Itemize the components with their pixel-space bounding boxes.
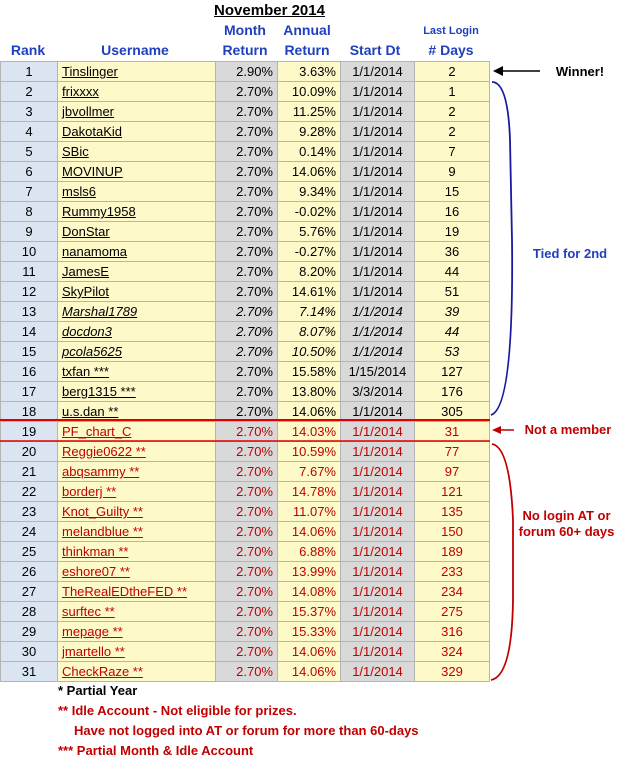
annual-return-cell: 11.25% — [278, 102, 341, 122]
start-date-cell: 3/3/2014 — [341, 382, 415, 402]
annual-return-cell: 11.07% — [278, 502, 341, 522]
rank-cell: 11 — [1, 262, 58, 282]
annual-return-cell: 15.58% — [278, 362, 341, 382]
start-date-cell: 1/1/2014 — [341, 182, 415, 202]
annual-return-cell: 10.50% — [278, 342, 341, 362]
rank-cell: 30 — [1, 642, 58, 662]
month-return-cell: 2.70% — [216, 622, 278, 642]
start-date-cell: 1/15/2014 — [341, 362, 415, 382]
start-date-cell: 1/1/2014 — [341, 582, 415, 602]
header-annual-bottom: Return — [284, 42, 330, 58]
start-date-cell: 1/1/2014 — [341, 162, 415, 182]
username-link[interactable]: CheckRaze ** — [58, 662, 216, 682]
month-return-cell: 2.70% — [216, 582, 278, 602]
username-link[interactable]: jbvollmer — [58, 102, 216, 122]
days-since-login-cell: 234 — [415, 582, 490, 602]
username-link[interactable]: jmartello ** — [58, 642, 216, 662]
rank-cell: 13 — [1, 302, 58, 322]
start-date-cell: 1/1/2014 — [341, 62, 415, 82]
month-return-cell: 2.70% — [216, 602, 278, 622]
start-date-cell: 1/1/2014 — [341, 402, 415, 422]
username-link[interactable]: Rummy1958 — [58, 202, 216, 222]
month-return-cell: 2.70% — [216, 362, 278, 382]
tied-bracket — [491, 82, 512, 415]
month-return-cell: 2.90% — [216, 62, 278, 82]
month-return-cell: 2.70% — [216, 422, 278, 442]
month-return-cell: 2.70% — [216, 122, 278, 142]
start-date-cell: 1/1/2014 — [341, 542, 415, 562]
start-date-cell: 1/1/2014 — [341, 602, 415, 622]
start-date-cell: 1/1/2014 — [341, 642, 415, 662]
days-since-login-cell: 36 — [415, 242, 490, 262]
note-idle-account-detail: Have not logged into AT or forum for more than 60-days — [74, 723, 419, 738]
annual-return-cell: 14.06% — [278, 522, 341, 542]
username-link[interactable]: DakotaKid — [58, 122, 216, 142]
days-since-login-cell: 176 — [415, 382, 490, 402]
month-return-cell: 2.70% — [216, 542, 278, 562]
header-month-bottom: Return — [222, 42, 268, 58]
days-since-login-cell: 31 — [415, 422, 490, 442]
month-return-cell: 2.70% — [216, 642, 278, 662]
header-days: # Days — [428, 42, 474, 58]
username-link[interactable]: Reggie0622 ** — [58, 442, 216, 462]
month-return-cell: 2.70% — [216, 242, 278, 262]
rank-cell: 12 — [1, 282, 58, 302]
no-login-label-line1: No login AT or — [522, 508, 611, 523]
username-link[interactable]: Marshal1789 — [58, 302, 216, 322]
month-return-cell: 2.70% — [216, 662, 278, 682]
annual-return-cell: 10.09% — [278, 82, 341, 102]
tied-label: Tied for 2nd — [532, 246, 608, 261]
month-return-cell: 2.70% — [216, 102, 278, 122]
month-return-cell: 2.70% — [216, 162, 278, 182]
rank-cell: 25 — [1, 542, 58, 562]
start-date-cell: 1/1/2014 — [341, 502, 415, 522]
month-return-cell: 2.70% — [216, 222, 278, 242]
days-since-login-cell: 275 — [415, 602, 490, 622]
username-link[interactable]: nanamoma — [58, 242, 216, 262]
username-link[interactable]: surftec ** — [58, 602, 216, 622]
note-partial-month: *** Partial Month & Idle Account — [58, 743, 254, 758]
idle-bracket — [491, 444, 513, 680]
days-since-login-cell: 189 — [415, 542, 490, 562]
start-date-cell: 1/1/2014 — [341, 462, 415, 482]
start-date-cell: 1/1/2014 — [341, 482, 415, 502]
month-return-cell: 2.70% — [216, 282, 278, 302]
days-since-login-cell: 15 — [415, 182, 490, 202]
rank-cell: 14 — [1, 322, 58, 342]
start-date-cell: 1/1/2014 — [341, 122, 415, 142]
username-link[interactable]: MOVINUP — [58, 162, 216, 182]
rank-cell: 10 — [1, 242, 58, 262]
annual-return-cell: 3.63% — [278, 62, 341, 82]
username-link[interactable]: frixxxx — [58, 82, 216, 102]
username-link[interactable]: abqsammy ** — [58, 462, 216, 482]
start-date-cell: 1/1/2014 — [341, 202, 415, 222]
username-link[interactable]: eshore07 ** — [58, 562, 216, 582]
rank-cell: 8 — [1, 202, 58, 222]
annual-return-cell: 9.34% — [278, 182, 341, 202]
days-since-login-cell: 2 — [415, 102, 490, 122]
month-return-cell: 2.70% — [216, 562, 278, 582]
start-date-cell: 1/1/2014 — [341, 662, 415, 682]
annual-return-cell: 13.80% — [278, 382, 341, 402]
username-link[interactable]: thinkman ** — [58, 542, 216, 562]
note-partial-year: * Partial Year — [58, 683, 138, 698]
username-link[interactable]: mepage ** — [58, 622, 216, 642]
header-rank: Rank — [10, 42, 46, 58]
days-since-login-cell: 19 — [415, 222, 490, 242]
start-date-cell: 1/1/2014 — [341, 442, 415, 462]
rank-cell: 17 — [1, 382, 58, 402]
annual-return-cell: 14.06% — [278, 662, 341, 682]
rank-cell: 20 — [1, 442, 58, 462]
rank-cell: 21 — [1, 462, 58, 482]
days-since-login-cell: 39 — [415, 302, 490, 322]
annual-return-cell: 14.06% — [278, 162, 341, 182]
days-since-login-cell: 121 — [415, 482, 490, 502]
month-return-cell: 2.70% — [216, 82, 278, 102]
annual-return-cell: 13.99% — [278, 562, 341, 582]
username-link[interactable]: DonStar — [58, 222, 216, 242]
days-since-login-cell: 305 — [415, 402, 490, 422]
start-date-cell: 1/1/2014 — [341, 622, 415, 642]
month-return-cell: 2.70% — [216, 202, 278, 222]
start-date-cell: 1/1/2014 — [341, 422, 415, 442]
annual-return-cell: -0.27% — [278, 242, 341, 262]
winner-arrowhead — [493, 66, 503, 76]
annual-return-cell: 9.28% — [278, 122, 341, 142]
username-link[interactable]: berg1315 *** — [58, 382, 216, 402]
days-since-login-cell: 135 — [415, 502, 490, 522]
days-since-login-cell: 51 — [415, 282, 490, 302]
days-since-login-cell: 316 — [415, 622, 490, 642]
month-return-cell: 2.70% — [216, 302, 278, 322]
start-date-cell: 1/1/2014 — [341, 82, 415, 102]
header-month-top: Month — [224, 22, 266, 38]
annual-return-cell: 14.06% — [278, 642, 341, 662]
header-start-date: Start Dt — [349, 42, 401, 58]
username-link[interactable]: docdon3 — [58, 322, 216, 342]
start-date-cell: 1/1/2014 — [341, 102, 415, 122]
annual-return-cell: 15.33% — [278, 622, 341, 642]
annual-return-cell: 7.14% — [278, 302, 341, 322]
rank-cell: 1 — [1, 62, 58, 82]
start-date-cell: 1/1/2014 — [341, 302, 415, 322]
start-date-cell: 1/1/2014 — [341, 142, 415, 162]
rank-cell: 28 — [1, 602, 58, 622]
annual-return-cell: 14.78% — [278, 482, 341, 502]
days-since-login-cell: 53 — [415, 342, 490, 362]
annual-return-cell: 15.37% — [278, 602, 341, 622]
rank-cell: 9 — [1, 222, 58, 242]
days-since-login-cell: 44 — [415, 262, 490, 282]
username-link[interactable]: pcola5625 — [58, 342, 216, 362]
start-date-cell: 1/1/2014 — [341, 322, 415, 342]
annual-return-cell: 14.03% — [278, 422, 341, 442]
rank-cell: 27 — [1, 582, 58, 602]
annual-return-cell: 6.88% — [278, 542, 341, 562]
username-link[interactable]: u.s.dan ** — [58, 402, 216, 422]
month-return-cell: 2.70% — [216, 382, 278, 402]
rank-cell: 26 — [1, 562, 58, 582]
annual-return-cell: 7.67% — [278, 462, 341, 482]
rank-cell: 22 — [1, 482, 58, 502]
username-link[interactable]: PF_chart_C — [58, 422, 216, 442]
username-link[interactable]: SkyPilot — [58, 282, 216, 302]
days-since-login-cell: 324 — [415, 642, 490, 662]
rank-cell: 29 — [1, 622, 58, 642]
days-since-login-cell: 16 — [415, 202, 490, 222]
rank-cell: 2 — [1, 82, 58, 102]
annual-return-cell: -0.02% — [278, 202, 341, 222]
username-link[interactable]: msls6 — [58, 182, 216, 202]
username-link[interactable]: Tinslinger — [58, 62, 216, 82]
month-return-cell: 2.70% — [216, 342, 278, 362]
annual-return-cell: 14.08% — [278, 582, 341, 602]
month-return-cell: 2.70% — [216, 182, 278, 202]
days-since-login-cell: 150 — [415, 522, 490, 542]
annual-return-cell: 0.14% — [278, 142, 341, 162]
days-since-login-cell: 233 — [415, 562, 490, 582]
annual-return-cell: 14.61% — [278, 282, 341, 302]
start-date-cell: 1/1/2014 — [341, 562, 415, 582]
start-date-cell: 1/1/2014 — [341, 522, 415, 542]
month-return-cell: 2.70% — [216, 142, 278, 162]
header-username: Username — [101, 42, 169, 58]
winner-label: Winner! — [555, 64, 605, 79]
month-return-cell: 2.70% — [216, 522, 278, 542]
start-date-cell: 1/1/2014 — [341, 262, 415, 282]
start-date-cell: 1/1/2014 — [341, 242, 415, 262]
month-return-cell: 2.70% — [216, 442, 278, 462]
days-since-login-cell: 2 — [415, 62, 490, 82]
annual-return-cell: 14.06% — [278, 402, 341, 422]
rank-cell: 23 — [1, 502, 58, 522]
start-date-cell: 1/1/2014 — [341, 342, 415, 362]
rank-cell: 7 — [1, 182, 58, 202]
month-return-cell: 2.70% — [216, 482, 278, 502]
month-return-cell: 2.70% — [216, 402, 278, 422]
header-last-login: Last Login — [423, 25, 479, 37]
rank-cell: 3 — [1, 102, 58, 122]
username-link[interactable]: TheRealEDtheFED ** — [58, 582, 216, 602]
annual-return-cell: 8.20% — [278, 262, 341, 282]
username-link[interactable]: JamesE — [58, 262, 216, 282]
month-return-cell: 2.70% — [216, 502, 278, 522]
rank-cell: 16 — [1, 362, 58, 382]
rank-cell: 15 — [1, 342, 58, 362]
rank-cell: 19 — [1, 422, 58, 442]
no-login-label-line2: forum 60+ days — [518, 524, 615, 539]
username-link[interactable]: SBic — [58, 142, 216, 162]
not-member-arrowhead — [492, 426, 501, 434]
days-since-login-cell: 1 — [415, 82, 490, 102]
username-link[interactable]: melandblue ** — [58, 522, 216, 542]
days-since-login-cell: 2 — [415, 122, 490, 142]
month-return-cell: 2.70% — [216, 462, 278, 482]
rank-cell: 31 — [1, 662, 58, 682]
days-since-login-cell: 97 — [415, 462, 490, 482]
days-since-login-cell: 9 — [415, 162, 490, 182]
username-link[interactable]: Knot_Guilty ** — [58, 502, 216, 522]
days-since-login-cell: 329 — [415, 662, 490, 682]
report-title: November 2014 — [214, 2, 325, 19]
not-member-label: Not a member — [524, 422, 612, 437]
month-return-cell: 2.70% — [216, 262, 278, 282]
rank-cell: 5 — [1, 142, 58, 162]
header-annual-top: Annual — [283, 22, 331, 38]
days-since-login-cell: 77 — [415, 442, 490, 462]
annual-return-cell: 10.59% — [278, 442, 341, 462]
days-since-login-cell: 127 — [415, 362, 490, 382]
username-link[interactable]: txfan *** — [58, 362, 216, 382]
days-since-login-cell: 7 — [415, 142, 490, 162]
rank-cell: 18 — [1, 402, 58, 422]
rank-cell: 6 — [1, 162, 58, 182]
start-date-cell: 1/1/2014 — [341, 282, 415, 302]
username-link[interactable]: borderj ** — [58, 482, 216, 502]
days-since-login-cell: 44 — [415, 322, 490, 342]
rank-cell: 4 — [1, 122, 58, 142]
annual-return-cell: 5.76% — [278, 222, 341, 242]
start-date-cell: 1/1/2014 — [341, 222, 415, 242]
rank-cell: 24 — [1, 522, 58, 542]
annual-return-cell: 8.07% — [278, 322, 341, 342]
month-return-cell: 2.70% — [216, 322, 278, 342]
note-idle-account: ** Idle Account - Not eligible for prizes. — [58, 703, 297, 718]
